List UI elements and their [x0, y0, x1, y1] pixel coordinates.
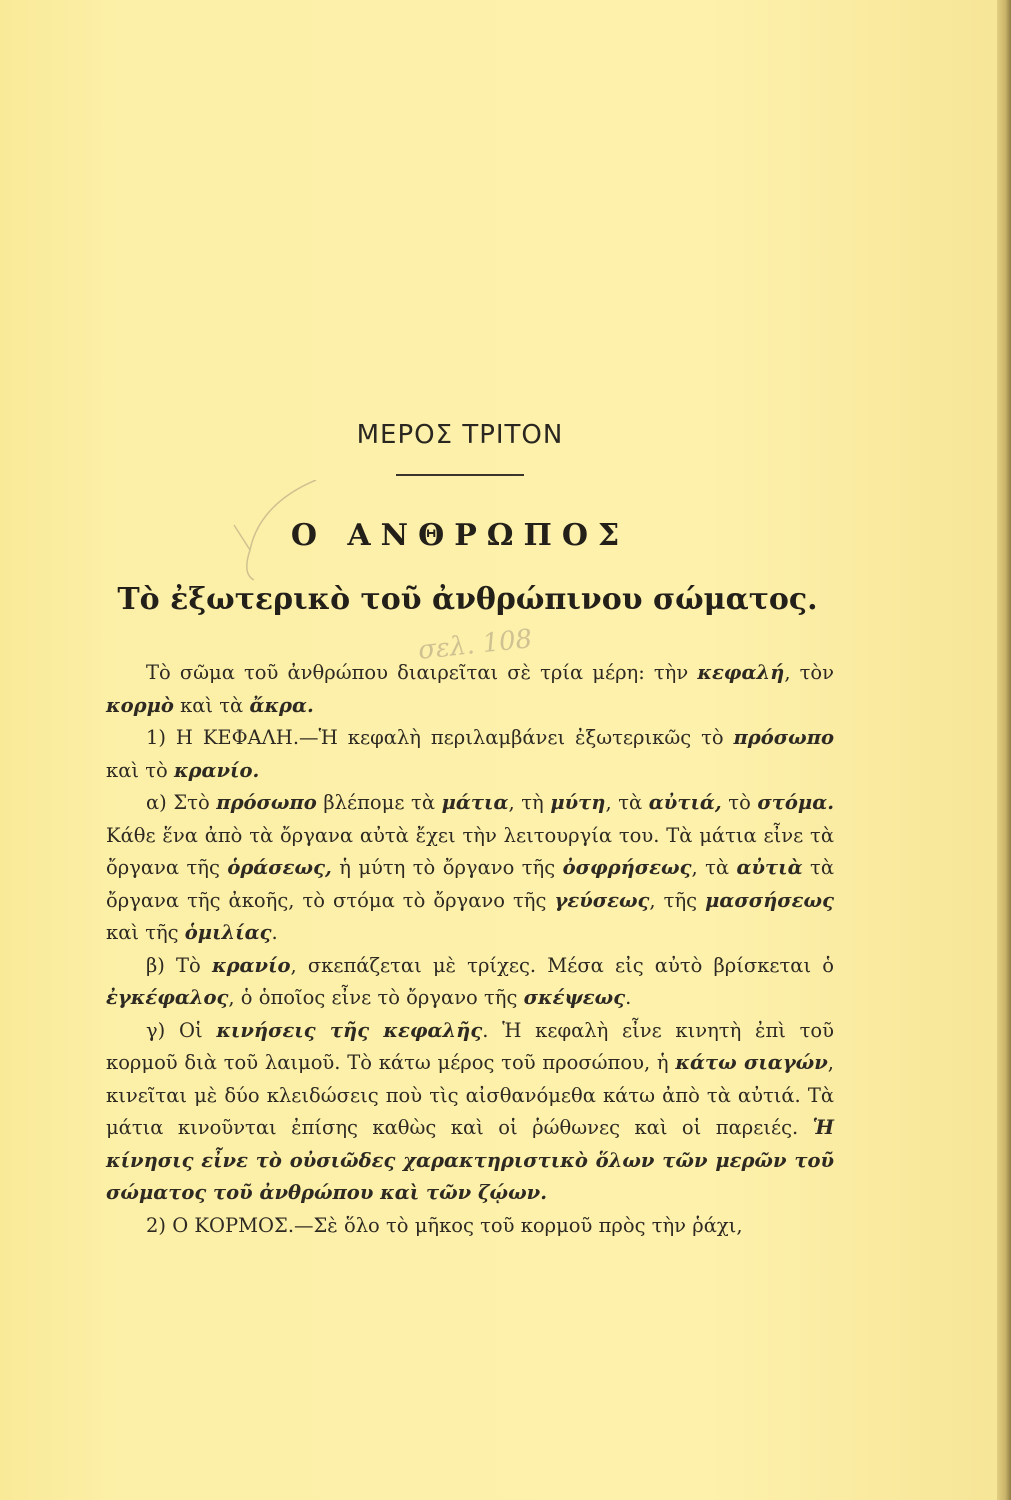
- paragraph: [106, 722, 834, 787]
- emphasized-term: κεφαλή: [697, 661, 785, 684]
- text-run: καὶ τὰ: [173, 693, 250, 717]
- emphasized-term: ὁράσεως,: [227, 856, 332, 879]
- text-run: 2) Ο ΚΟΡΜΟΣ.—Σὲ ὅλο τὸ μῆκος τοῦ κορμοῦ πρὸς τὴν ῥάχι,: [146, 1213, 743, 1237]
- emphasized-term: μύτη: [550, 791, 606, 814]
- text-run: γ) Οἱ: [146, 1018, 217, 1042]
- text-run: . Ἡ κεφαλὴ εἶνε κινητὴ ἐπὶ τοῦ κορμοῦ διὰ τοῦ λαιμοῦ. Τὸ κάτω μέρος τοῦ προσώπου, ἡ: [106, 1018, 834, 1074]
- emphasized-term: κινήσεις τῆς κεφαλῆς: [216, 1018, 483, 1042]
- text-run: καὶ τὸ: [106, 758, 174, 782]
- text-run: τὰ ὄργανα τῆς ἀκοῆς, τὸ στόμα τὸ ὄργανο τῆς: [106, 856, 834, 912]
- text-run: Κάθε ἕνα ἀπὸ τὰ ὄργανα αὐτὰ ἔχει τὴν λειτουργία του. Τὰ μάτια εἶνε τὰ ὄργανα τῆς: [106, 823, 834, 879]
- emphasized-term: σκέψεως: [523, 986, 626, 1009]
- emphasized-term: ὁμιλίας: [184, 921, 272, 944]
- text-run: 1) Η ΚΕΦΑΛΗ.—Ἡ κεφαλὴ περιλαμβάνει ἐξωτερικῶς τὸ: [146, 726, 734, 749]
- paragraph: [106, 1015, 834, 1210]
- emphasized-term: αὐτιά,: [648, 791, 722, 814]
- chapter-title: Ο ΑΝΘΡΩΠΟΣ: [290, 518, 630, 553]
- text-run: .: [271, 921, 278, 944]
- emphasized-term: κορμὸ: [106, 693, 174, 717]
- text-run: α) Στὸ: [146, 791, 217, 814]
- part-title: ΜΕΡΟΣ ΤΡΙΤΟΝ: [356, 420, 564, 450]
- body-text: [106, 657, 834, 1242]
- emphasized-term: μασσήσεως: [705, 888, 834, 912]
- pencil-annotation: σελ. 108: [416, 624, 534, 666]
- text-run: , τὰ: [605, 791, 649, 814]
- text-run: , σκεπάζεται μὲ τρίχες. Μέσα εἰς αὐτὸ βρίσκεται ὁ: [290, 953, 835, 977]
- paragraph: [106, 787, 834, 950]
- section-heading: Τὸ ἐξωτερικὸ τοῦ ἀνθρώπινου σώματος.: [117, 582, 818, 617]
- text-run: , κινεῖται μὲ δύο κλειδώσεις ποὺ τὶς αἰσθανόμεθα κάτω ἀπὸ τὰ αὐτιά. Τὰ μάτια κινοῦνται ἐπίσης καθὼς καὶ οἱ ῥώθωνες καὶ οἱ παρειές.: [106, 1051, 834, 1139]
- paragraph: [106, 1210, 834, 1243]
- text-run: , τὰ: [691, 856, 737, 879]
- text-run: , τῆς: [649, 888, 706, 912]
- emphasized-term: πρόσωπο: [216, 791, 317, 814]
- emphasized-term: μάτια: [441, 791, 509, 814]
- page-edge: [997, 0, 1011, 1500]
- emphasized-term: πρόσωπο: [733, 726, 834, 749]
- emphasized-term: ὀσφρήσεως: [562, 856, 692, 879]
- text-run: , ὁ ὁποῖος εἶνε τὸ ὄργανο τῆς: [228, 986, 524, 1009]
- emphasized-term: γεύσεως: [554, 888, 650, 912]
- text-run: Τὸ σῶμα τοῦ ἀνθρώπου διαιρεῖται σὲ τρία μέρη: τὴν: [146, 661, 698, 684]
- text-run: β) Τὸ: [146, 953, 212, 977]
- paragraph: [106, 657, 834, 722]
- emphasized-term: ἄκρα.: [249, 693, 314, 717]
- text-run: .: [625, 986, 632, 1009]
- title-divider: [396, 474, 524, 476]
- text-run: τὸ: [721, 791, 758, 814]
- text-run: , τὸν: [784, 661, 834, 684]
- text-run: βλέπομε τὰ: [316, 791, 442, 814]
- emphasized-term: αὐτιὰ: [736, 856, 803, 879]
- emphasized-term: κρανίο.: [173, 758, 260, 782]
- paragraph: [106, 950, 834, 1015]
- emphasized-term: κρανίο: [211, 953, 291, 977]
- text-run: καὶ τῆς: [106, 921, 185, 944]
- text-run: ἡ μύτη τὸ ὄργανο τῆς: [331, 856, 563, 879]
- emphasized-term: κάτω σιαγών: [675, 1051, 828, 1074]
- text-run: , τὴ: [508, 791, 551, 814]
- emphasized-term: Ἡ κίνησις εἶνε τὸ οὐσιῶδες χαρακτηριστικὸ ὅλων τῶν μερῶν τοῦ σώματος τοῦ ἀνθρώπου καὶ τῶν ζῴων.: [106, 1116, 834, 1204]
- emphasized-term: στόμα.: [757, 791, 834, 814]
- emphasized-term: ἐγκέφαλος: [106, 986, 229, 1009]
